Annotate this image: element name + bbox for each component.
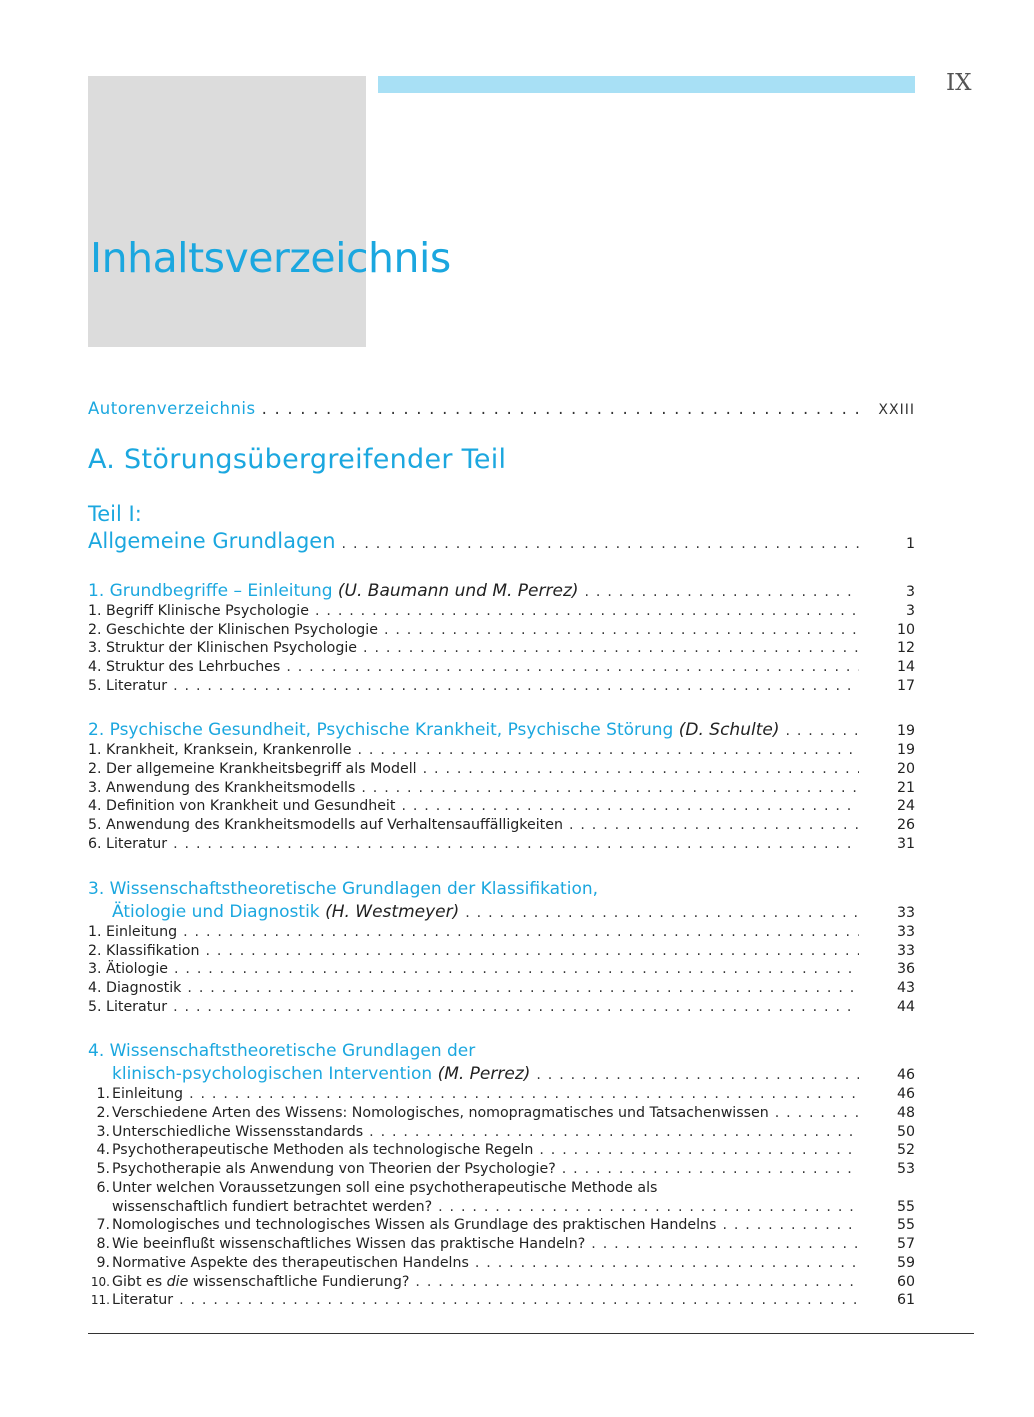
leader-dots (286, 659, 859, 675)
toc-label: Psychotherapie als Anwendung von Theorien der Psychologie? (112, 1161, 556, 1177)
page-title: Inhaltsverzeichnis (90, 234, 451, 282)
toc-page: 20 (896, 761, 915, 777)
toc-label: Literatur (112, 1292, 174, 1308)
chapter-authors: (U. Baumann und M. Perrez) (337, 581, 579, 601)
leader-dots (475, 1255, 859, 1271)
toc-page: 50 (896, 1124, 915, 1140)
leader-dots (722, 1217, 859, 1233)
leader-dots (358, 742, 859, 758)
toc-entry-autorenverzeichnis[interactable] (88, 399, 915, 418)
toc-page: 19 (896, 723, 915, 739)
leader-dots (401, 798, 859, 814)
toc-page: 61 (896, 1292, 915, 1308)
toc-item[interactable] (88, 640, 915, 656)
toc-item[interactable] (88, 761, 915, 777)
teil-heading-line1 (88, 502, 915, 526)
leader-dots (775, 1105, 859, 1121)
toc-chapter-4-line1[interactable] (88, 1041, 915, 1061)
toc-item[interactable] (88, 780, 915, 796)
toc-page: 44 (896, 999, 915, 1015)
leader-dots (438, 1199, 859, 1215)
leader-dots (315, 603, 859, 619)
chapter-authors: (M. Perrez) (437, 1064, 531, 1084)
toc-number: 11. (90, 1293, 110, 1307)
toc-page: 26 (896, 817, 915, 833)
chapter-authors: (D. Schulte) (678, 720, 780, 740)
chapter-title: Ätiologie und Diagnostik (112, 902, 320, 922)
toc-page: 31 (896, 836, 915, 852)
toc-item[interactable] (88, 1161, 915, 1177)
toc-item[interactable] (88, 1236, 915, 1252)
toc-item[interactable] (88, 1105, 915, 1121)
part-heading-text: A. Störungsübergreifender Teil (88, 444, 507, 475)
toc-page: 60 (896, 1274, 915, 1290)
toc-number: 7. (96, 1217, 110, 1233)
leader-dots (536, 1067, 859, 1083)
toc-page: 52 (896, 1142, 915, 1158)
toc-label: 5. Literatur (88, 999, 168, 1015)
toc-page: 1 (905, 536, 915, 552)
toc-page: 14 (896, 659, 915, 675)
toc-chapter-1[interactable] (88, 581, 915, 601)
teil-heading-text: Allgemeine Grundlagen (88, 529, 336, 553)
leader-dots (173, 678, 859, 694)
toc-page: 59 (896, 1255, 915, 1271)
toc-page: 46 (896, 1086, 915, 1102)
toc-chapter-3[interactable] (88, 902, 915, 922)
toc-number: 4. (96, 1142, 110, 1158)
page-number: IX (946, 70, 972, 96)
toc-label: Normative Aspekte des therapeutischen Handelns (112, 1255, 469, 1271)
toc-number: 9. (96, 1255, 110, 1271)
chapter-title: 3. Wissenschaftstheoretische Grundlagen der Klassifikation, (88, 879, 599, 899)
toc-page: 46 (896, 1067, 915, 1083)
toc-item[interactable] (88, 1086, 915, 1102)
toc-item[interactable] (88, 622, 915, 638)
toc-label: Autorenverzeichnis (88, 399, 256, 418)
leader-dots (179, 1292, 859, 1308)
leader-dots (585, 584, 859, 600)
toc-page: 57 (896, 1236, 915, 1252)
toc-number: 3. (96, 1124, 110, 1140)
toc-label: 5. Anwendung des Krankheitsmodells auf Verhaltensauffälligkeiten (88, 817, 563, 833)
leader-dots (183, 924, 859, 940)
toc-label: 4. Diagnostik (88, 980, 182, 996)
toc-page: 55 (896, 1199, 915, 1215)
chapter-title: 4. Wissenschaftstheoretische Grundlagen der (88, 1041, 476, 1061)
toc-label: 2. Geschichte der Klinischen Psychologie (88, 622, 378, 638)
toc-label: Psychotherapeutische Methoden als technologische Regeln (112, 1142, 534, 1158)
toc-item[interactable] (88, 1142, 915, 1158)
toc-page: 48 (896, 1105, 915, 1121)
toc-item[interactable] (88, 836, 915, 852)
toc-number: 2. (96, 1105, 110, 1121)
toc-chapter-2[interactable] (88, 720, 915, 740)
leader-dots (562, 1161, 859, 1177)
toc-item[interactable] (88, 943, 915, 959)
toc-label: 2. Klassifikation (88, 943, 200, 959)
toc-label: Unterschiedliche Wissensstandards (112, 1124, 364, 1140)
toc-number: 6. (96, 1180, 110, 1196)
toc-label: 4. Definition von Krankheit und Gesundheit (88, 798, 396, 814)
toc-number: 8. (96, 1236, 110, 1252)
toc-page: 12 (896, 640, 915, 656)
toc-item[interactable] (88, 1199, 915, 1215)
toc-page: XXIII (878, 402, 915, 418)
toc-entry-teil1[interactable] (88, 529, 915, 553)
toc-page: 36 (896, 961, 915, 977)
bottom-rule (88, 1333, 974, 1334)
leader-dots (173, 836, 859, 852)
toc-item[interactable] (88, 659, 915, 675)
chapter-authors: (H. Westmeyer) (325, 902, 460, 922)
toc-label-emphasis: die (166, 1274, 189, 1290)
toc-item[interactable] (88, 817, 915, 833)
toc-label: Einleitung (112, 1086, 184, 1102)
toc-chapter-4[interactable] (88, 1064, 915, 1084)
toc-label: 1. Begriff Klinische Psychologie (88, 603, 309, 619)
teil-heading-text: Teil I: (88, 502, 142, 526)
toc-number: 1. (96, 1086, 110, 1102)
header-blue-bar (378, 76, 915, 93)
leader-dots (189, 1086, 859, 1102)
toc-page: 19 (896, 742, 915, 758)
toc-label: 4. Struktur des Lehrbuches (88, 659, 281, 675)
toc-item[interactable] (88, 999, 915, 1015)
toc-page: 10 (896, 622, 915, 638)
leader-dots (423, 761, 859, 777)
chapter-title: 2. Psychische Gesundheit, Psychische Krankheit, Psychische Störung (88, 720, 674, 740)
toc-label: 5. Literatur (88, 678, 168, 694)
toc-item[interactable] (88, 603, 915, 619)
toc-page: 3 (905, 603, 915, 619)
toc-page: 24 (896, 798, 915, 814)
toc-label-prefix: Gibt es (112, 1274, 167, 1290)
toc-chapter-3-line1[interactable] (88, 879, 915, 899)
leader-dots (342, 536, 859, 552)
toc-label: wissenschaftlich fundiert betrachtet werden? (112, 1199, 433, 1215)
leader-dots (369, 1124, 859, 1140)
toc-item[interactable] (88, 742, 915, 758)
toc-label: Unter welchen Voraussetzungen soll eine psychotherapeutische Methode als (112, 1180, 658, 1196)
toc-page: 55 (896, 1217, 915, 1233)
toc-page: 33 (896, 905, 915, 921)
leader-dots (173, 999, 859, 1015)
toc-label: Verschiedene Arten des Wissens: Nomologisches, nomopragmatisches und Tatsachenwissen (112, 1105, 769, 1121)
toc-number: 5. (96, 1161, 110, 1177)
leader-dots (591, 1236, 859, 1252)
chapter-title: klinisch-psychologischen Intervention (112, 1064, 433, 1084)
title-gray-box (88, 76, 366, 347)
toc-label: Nomologisches und technologisches Wissen als Grundlage des praktischen Handelns (112, 1217, 717, 1233)
leader-dots (785, 723, 859, 739)
leader-dots (363, 640, 859, 656)
leader-dots (415, 1274, 859, 1290)
leader-dots (539, 1142, 859, 1158)
leader-dots (174, 961, 859, 977)
toc-item[interactable] (88, 961, 915, 977)
leader-dots (465, 905, 859, 921)
leader-dots (569, 817, 859, 833)
leader-dots (384, 622, 859, 638)
toc-label: 1. Einleitung (88, 924, 178, 940)
toc-page: 3 (905, 584, 915, 600)
toc-label: Wie beeinflußt wissenschaftliches Wissen das praktische Handeln? (112, 1236, 586, 1252)
toc-page: 33 (896, 924, 915, 940)
part-heading-a (88, 444, 915, 475)
toc-label-suffix: wissenschaftliche Fundierung? (188, 1274, 410, 1290)
leader-dots (187, 980, 859, 996)
toc-item[interactable] (88, 1124, 915, 1140)
toc-number: 10. (90, 1275, 110, 1289)
leader-dots (361, 780, 859, 796)
chapter-title: 1. Grundbegriffe – Einleitung (88, 581, 333, 601)
leader-dots (262, 399, 859, 418)
toc-label: 3. Ätiologie (88, 961, 168, 977)
toc-item[interactable] (88, 924, 915, 940)
toc-item[interactable] (88, 678, 915, 694)
leader-dots (205, 943, 859, 959)
toc-item[interactable] (88, 1292, 915, 1308)
toc-item[interactable] (88, 1255, 915, 1271)
toc-item[interactable] (88, 980, 915, 996)
toc-label: 3. Struktur der Klinischen Psychologie (88, 640, 358, 656)
toc-item[interactable] (88, 1274, 915, 1290)
toc-page: 53 (896, 1161, 915, 1177)
toc-page: 43 (896, 980, 915, 996)
toc-item[interactable] (88, 1217, 915, 1233)
toc-label: 6. Literatur (88, 836, 168, 852)
toc-label: 2. Der allgemeine Krankheitsbegriff als Modell (88, 761, 417, 777)
toc-page: 17 (896, 678, 915, 694)
toc-item[interactable] (88, 798, 915, 814)
toc-page: 21 (896, 780, 915, 796)
toc-label: 1. Krankheit, Kranksein, Krankenrolle (88, 742, 352, 758)
toc-label: 3. Anwendung des Krankheitsmodells (88, 780, 356, 796)
toc-page: 33 (896, 943, 915, 959)
toc-item-line1[interactable] (88, 1180, 915, 1196)
